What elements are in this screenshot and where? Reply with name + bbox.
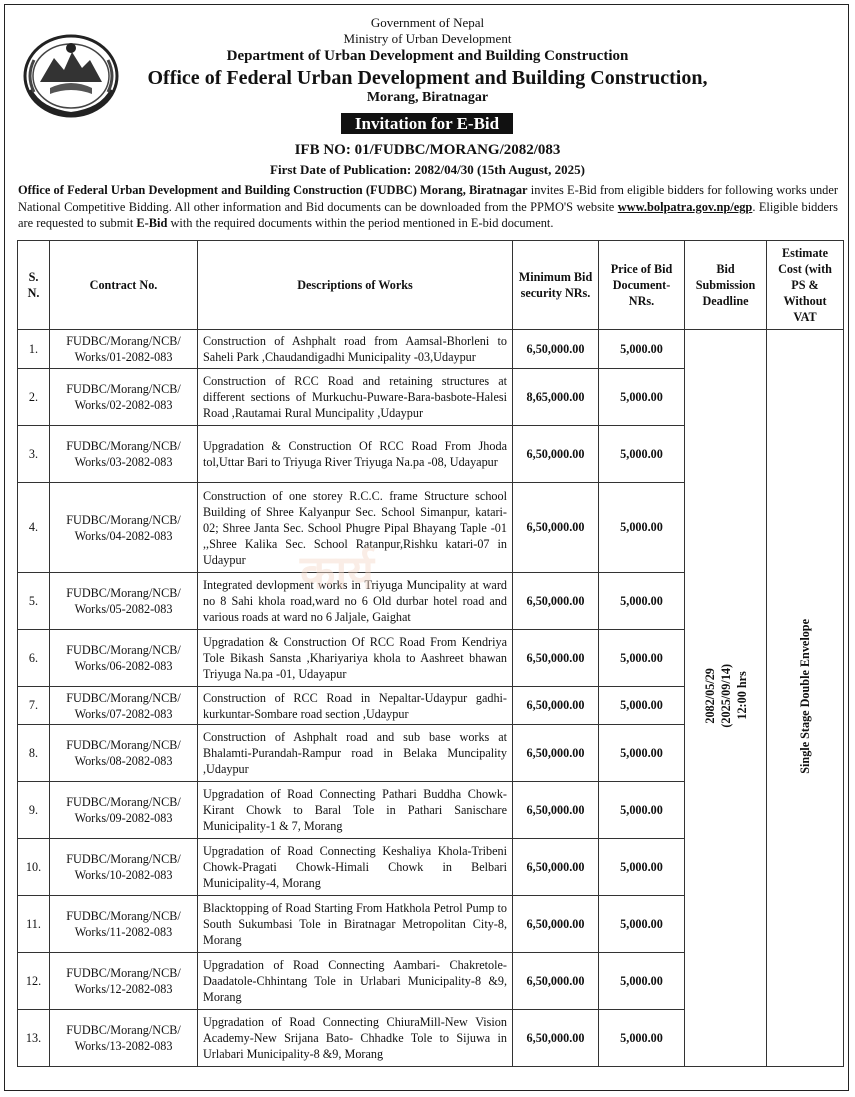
table-header-row xyxy=(18,241,844,330)
contract-number-line: FUDBC/Morang/NCB/ xyxy=(66,909,181,923)
contract-number-line: Works/01-2082-083 xyxy=(74,350,173,364)
bid-security-amount: 6,50,000.00 xyxy=(513,630,599,687)
office-location: Morang, Biratnagar xyxy=(366,90,489,105)
bid-security-amount: 6,50,000.00 xyxy=(513,483,599,573)
bid-security-amount: 6,50,000.00 xyxy=(513,1010,599,1067)
submission-deadline xyxy=(685,330,767,1067)
work-description: Construction of RCC Road in Nepaltar-Udaypur gadhi-kurkuntar-Sombare road section ,Udaypur xyxy=(198,687,513,725)
bid-table xyxy=(17,240,844,1067)
contract-number xyxy=(50,725,198,782)
work-description: Construction of RCC Road and retaining structures at different sections of Murkuchu-Puware-Bara-basbote-Halesi Road ,Rautamai Rural Muncipality ,Udaypur xyxy=(198,369,513,426)
contract-number-line: FUDBC/Morang/NCB/ xyxy=(66,1023,181,1037)
estimate-text: Single Stage Double Envelope xyxy=(798,618,812,774)
col-header-deadline: Bid Submission Deadline xyxy=(685,241,767,330)
document-price: 5,000.00 xyxy=(599,630,685,687)
deadline-time: 12:00 hrs xyxy=(734,671,749,721)
serial-number: 1. xyxy=(18,330,50,369)
document-price: 5,000.00 xyxy=(599,573,685,630)
bid-security-amount: 6,50,000.00 xyxy=(513,687,599,725)
government-label: Government of Nepal xyxy=(370,15,485,30)
contract-number-line: Works/03-2082-083 xyxy=(74,455,173,469)
contract-number xyxy=(50,953,198,1010)
contract-number xyxy=(50,369,198,426)
bid-security-amount: 6,50,000.00 xyxy=(513,953,599,1010)
ifb-number: IFB NO: 01/FUDBC/MORANG/2082/083 xyxy=(294,142,561,158)
deadline-date-bs: 2082/05/29 xyxy=(702,668,717,724)
contract-number-line: FUDBC/Morang/NCB/ xyxy=(66,382,181,396)
contract-number xyxy=(50,483,198,573)
work-description: Integrated devlopment works in Triyuga Muncipality at ward no 8 Sahi khola road,ward no 6 Old durbar hotel road and various roads at ward no 6 Jaljale, Gaighat xyxy=(198,573,513,630)
work-description: Upgradation & Construction Of RCC Road From Kendriya Tole Bikash Sansta ,Khariyariya khola to Aashreet bhawan Triyuga Na.pa -01, Udayapur xyxy=(198,630,513,687)
document-price: 5,000.00 xyxy=(599,369,685,426)
contract-number-line: Works/04-2082-083 xyxy=(74,528,173,543)
contract-number-line: FUDBC/Morang/NCB/ xyxy=(66,334,181,348)
col-header-bid-security: Minimum Bid security NRs. xyxy=(513,241,599,330)
serial-number: 7. xyxy=(18,687,50,725)
work-description: Construction of Ashphalt road and sub base works at Bhalamti-Purandah-Rampur road in Belaka Muncipality ,Udaypur xyxy=(198,725,513,782)
contract-number xyxy=(50,330,198,369)
col-header-sn: S. N. xyxy=(18,241,50,330)
contract-number-line: FUDBC/Morang/NCB/ xyxy=(66,795,181,809)
col-header-contract: Contract No. xyxy=(50,241,198,330)
bid-security-amount: 6,50,000.00 xyxy=(513,896,599,953)
document-price: 5,000.00 xyxy=(599,483,685,573)
contract-number-line: Works/11-2082-083 xyxy=(74,925,173,939)
contract-number xyxy=(50,1010,198,1067)
table-row xyxy=(18,330,844,369)
contract-number-line: Works/08-2082-083 xyxy=(74,754,173,768)
website-link[interactable]: www.bolpatra.gov.np/egp xyxy=(617,199,753,214)
department-label: Department of Urban Development and Building Construction xyxy=(226,48,629,64)
document-price: 5,000.00 xyxy=(599,839,685,896)
contract-number-line: FUDBC/Morang/NCB/ xyxy=(66,852,181,866)
bid-security-amount: 6,50,000.00 xyxy=(513,725,599,782)
document-price: 5,000.00 xyxy=(599,330,685,369)
serial-number: 9. xyxy=(18,782,50,839)
col-header-estimate: Estimate Cost (with PS & Without VAT xyxy=(767,241,844,330)
document-price: 5,000.00 xyxy=(599,687,685,725)
col-header-description: Descriptions of Works xyxy=(198,241,513,330)
serial-number: 2. xyxy=(18,369,50,426)
work-description: Construction of Ashphalt road from Aamsal-Bhorleni to Saheli Park ,Chaudandigadhi Municipality -03,Udaypur xyxy=(198,330,513,369)
bid-security-amount: 8,65,000.00 xyxy=(513,369,599,426)
contract-number xyxy=(50,782,198,839)
contract-number-line: FUDBC/Morang/NCB/ xyxy=(66,690,181,705)
contract-number xyxy=(50,839,198,896)
contract-number xyxy=(50,896,198,953)
bid-security-amount: 6,50,000.00 xyxy=(513,782,599,839)
bid-security-amount: 6,50,000.00 xyxy=(513,839,599,896)
contract-number xyxy=(50,687,198,725)
contract-number-line: Works/05-2082-083 xyxy=(74,602,173,616)
document-price: 5,000.00 xyxy=(599,1010,685,1067)
serial-number: 3. xyxy=(18,426,50,483)
estimate-cost xyxy=(767,330,844,1067)
serial-number: 10. xyxy=(18,839,50,896)
serial-number: 4. xyxy=(18,483,50,573)
notice-title-badge: Invitation for E-Bid xyxy=(341,113,513,134)
bid-security-amount: 6,50,000.00 xyxy=(513,573,599,630)
work-description: Upgradation of Road Connecting Aambari- Chakretole-Daadatole-Chhintang Tole in Urlabari Municipality-8 &9, Morang xyxy=(198,953,513,1010)
contract-number-line: Works/06-2082-083 xyxy=(74,659,173,673)
document-price: 5,000.00 xyxy=(599,426,685,483)
intro-office-name: Office of Federal Urban Development and Building Construction (FUDBC) Morang, Biratnagar xyxy=(18,183,528,197)
document-price: 5,000.00 xyxy=(599,782,685,839)
contract-number-line: Works/13-2082-083 xyxy=(74,1039,173,1053)
intro-text: invites E-Bid from eligible bidders for following works under National Competitive Bidding xyxy=(18,183,838,214)
office-title: Office of Federal Urban Development and Building Construction, xyxy=(147,67,708,89)
contract-number xyxy=(50,630,198,687)
work-description: Blacktopping of Road Starting From Hatkhola Petrol Pump to South Sukumbasi Tole in Biratnagar Metropolitan City-8, Morang xyxy=(198,896,513,953)
contract-number-line: Works/09-2082-083 xyxy=(74,811,173,825)
serial-number: 13. xyxy=(18,1010,50,1067)
contract-number xyxy=(50,426,198,483)
bid-security-amount: 6,50,000.00 xyxy=(513,330,599,369)
document-price: 5,000.00 xyxy=(599,953,685,1010)
serial-number: 11. xyxy=(18,896,50,953)
bid-security-amount: 6,50,000.00 xyxy=(513,426,599,483)
contract-number xyxy=(50,573,198,630)
serial-number: 5. xyxy=(18,573,50,630)
contract-number-line: Works/02-2082-083 xyxy=(74,398,173,412)
intro-text: with the required documents within the period mentioned in E-bid document. xyxy=(167,216,554,230)
deadline-text xyxy=(702,664,750,728)
contract-number-line: FUDBC/Morang/NCB/ xyxy=(66,643,181,657)
contract-number-line: FUDBC/Morang/NCB/ xyxy=(66,439,181,453)
contract-number-line: Works/10-2082-083 xyxy=(74,868,173,882)
work-description: Construction of one storey R.C.C. frame Structure school Building of Shree Kalyanpur Sec. School Simanpur, katari-02; Shree Janta Sec. School Phugre Pipal Bhayang Taple -01 ,,Shree Kalika Sec. School Ratanpur,Rishku katari-07 in Udaypur xyxy=(198,483,513,573)
publication-date: First Date of Publication: 2082/04/30 (15th August, 2025) xyxy=(270,162,585,177)
serial-number: 8. xyxy=(18,725,50,782)
contract-number-line: FUDBC/Morang/NCB/ xyxy=(66,966,181,980)
contract-number-line: FUDBC/Morang/NCB/ xyxy=(66,738,181,752)
work-description: Upgradation & Construction Of RCC Road From Jhoda tol,Uttar Bari to Triyuga River Triyuga Na.pa -08, Udayapur xyxy=(198,426,513,483)
work-description: Upgradation of Road Connecting Keshaliya Khola-Tribeni Chowk-Pragati Chowk-Himali Chowk in Belbari Municipality-4, Morang xyxy=(198,839,513,896)
document-price: 5,000.00 xyxy=(599,725,685,782)
contract-number-line: Works/12-2082-083 xyxy=(74,982,173,996)
intro-paragraph xyxy=(18,182,838,232)
work-description: Upgradation of Road Connecting ChiuraMill-New Vision Academy-New Srijana Bato- Chhadke Tole to Sijuwa in Urlabari Municipality-8 &9, Morang xyxy=(198,1010,513,1067)
serial-number: 6. xyxy=(18,630,50,687)
serial-number: 12. xyxy=(18,953,50,1010)
contract-number-line: Works/07-2082-083 xyxy=(74,706,173,721)
contract-number-line: FUDBC/Morang/NCB/ xyxy=(66,512,181,527)
intro-text: . Eligible bidders are requested to submit xyxy=(18,199,838,230)
contract-number-line: FUDBC/Morang/NCB/ xyxy=(66,586,181,600)
ministry-label: Ministry of Urban Development xyxy=(343,31,512,46)
work-description: Upgradation of Road Connecting Pathari Buddha Chowk-Kirant Chowk to Baral Tole in Pathari Sanischare Municipality-1 & 7, Morang xyxy=(198,782,513,839)
watermark: कार्य xyxy=(300,545,374,599)
col-header-doc-price: Price of Bid Document-NRs. xyxy=(599,241,685,330)
intro-ebid: E-Bid xyxy=(136,216,168,230)
deadline-date-ad: (2025/09/14) xyxy=(718,664,733,728)
document-price: 5,000.00 xyxy=(599,896,685,953)
intro-text: . All other information and Bid documents can be downloaded from the PPMO'S website xyxy=(168,199,618,214)
